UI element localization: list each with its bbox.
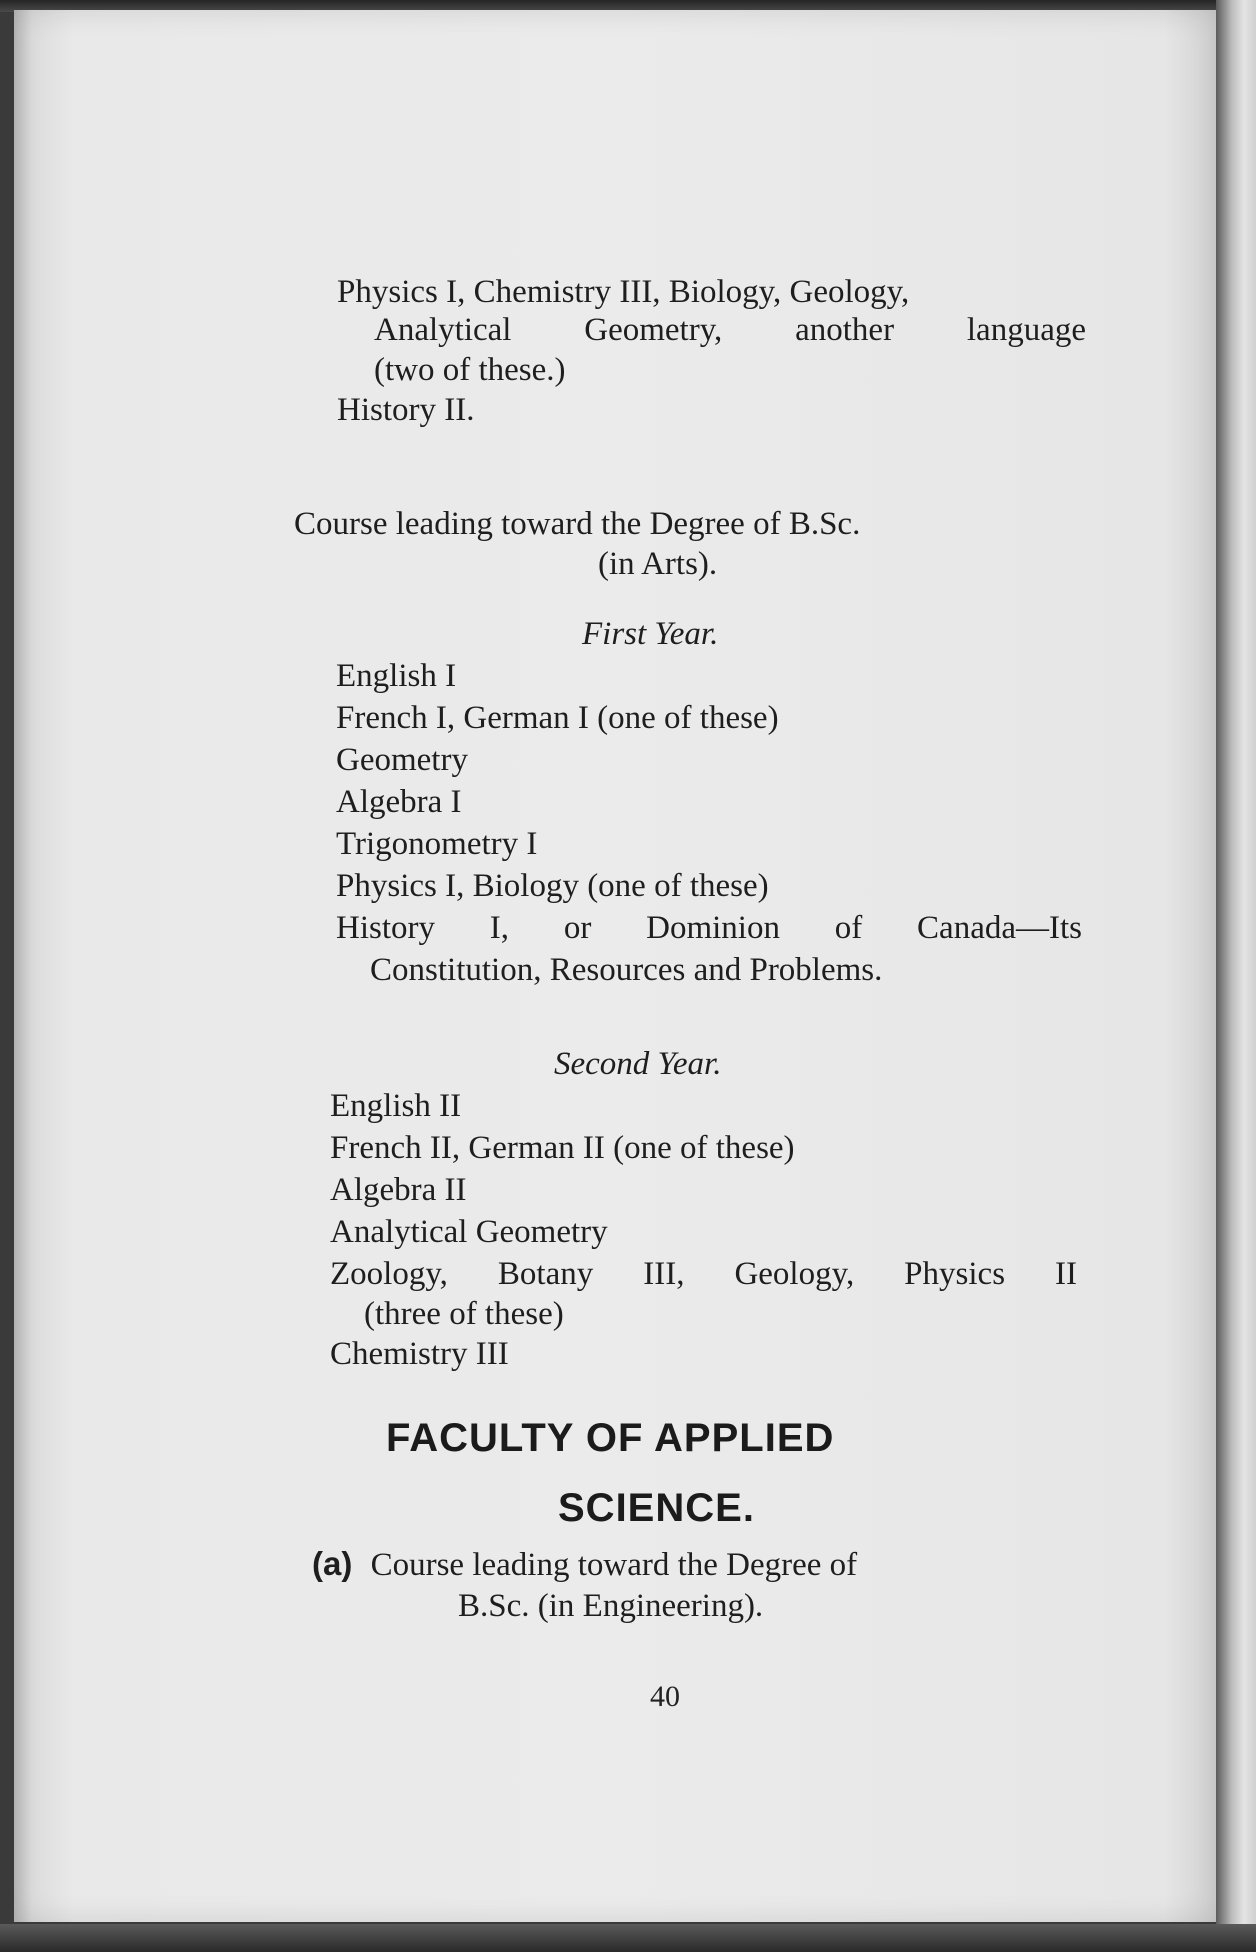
engineering-course-line-1 (312, 1544, 857, 1585)
engineering-label: (a) (312, 1545, 353, 1582)
faculty-heading-line-1: FACULTY OF APPLIED (386, 1416, 835, 1460)
first-year-item: Physics I, Biology (one of these) (336, 868, 769, 904)
top-list-line-3: (two of these.) (374, 352, 566, 388)
page-text (14, 10, 1220, 1922)
second-year-item: English II (330, 1088, 462, 1124)
second-year-item: Algebra II (330, 1172, 467, 1208)
engineering-course-line-2: B.Sc. (in Engineering). (458, 1588, 764, 1624)
first-year-item: Constitution, Resources and Problems. (370, 952, 883, 988)
second-year-item: (three of these) (364, 1296, 564, 1332)
engineering-text: Course leading toward the Degree of (370, 1547, 858, 1583)
top-list-line-2: Analytical Geometry, another language (374, 312, 1086, 348)
scan-right-edge (1216, 0, 1256, 1952)
second-year-item: Analytical Geometry (330, 1214, 608, 1250)
faculty-heading-line-2: SCIENCE. (558, 1486, 755, 1530)
top-list-line-1: Physics I, Chemistry III, Biology, Geology, (337, 274, 910, 310)
first-year-title: First Year. (582, 616, 719, 652)
first-year-item: English I (336, 658, 457, 694)
page-number: 40 (650, 1680, 680, 1713)
second-year-title: Second Year. (554, 1046, 722, 1082)
bsc-arts-heading-line-1: Course leading toward the Degree of B.Sc. (294, 506, 861, 542)
first-year-item: History I, or Dominion of Canada—Its (336, 910, 1082, 946)
second-year-item: Zoology, Botany III, Geology, Physics II (330, 1256, 1077, 1292)
bsc-arts-heading-line-2: (in Arts). (598, 546, 718, 582)
second-year-item: French II, German II (one of these) (330, 1130, 795, 1166)
first-year-item: Trigonometry I (336, 826, 538, 862)
first-year-item: Geometry (336, 742, 468, 778)
top-list-line-4: History II. (337, 392, 475, 428)
scan-bottom-edge (0, 1924, 1256, 1952)
first-year-item: Algebra I (336, 784, 462, 820)
first-year-item: French I, German I (one of these) (336, 700, 779, 736)
second-year-item: Chemistry III (330, 1336, 509, 1372)
book-page (14, 10, 1220, 1922)
